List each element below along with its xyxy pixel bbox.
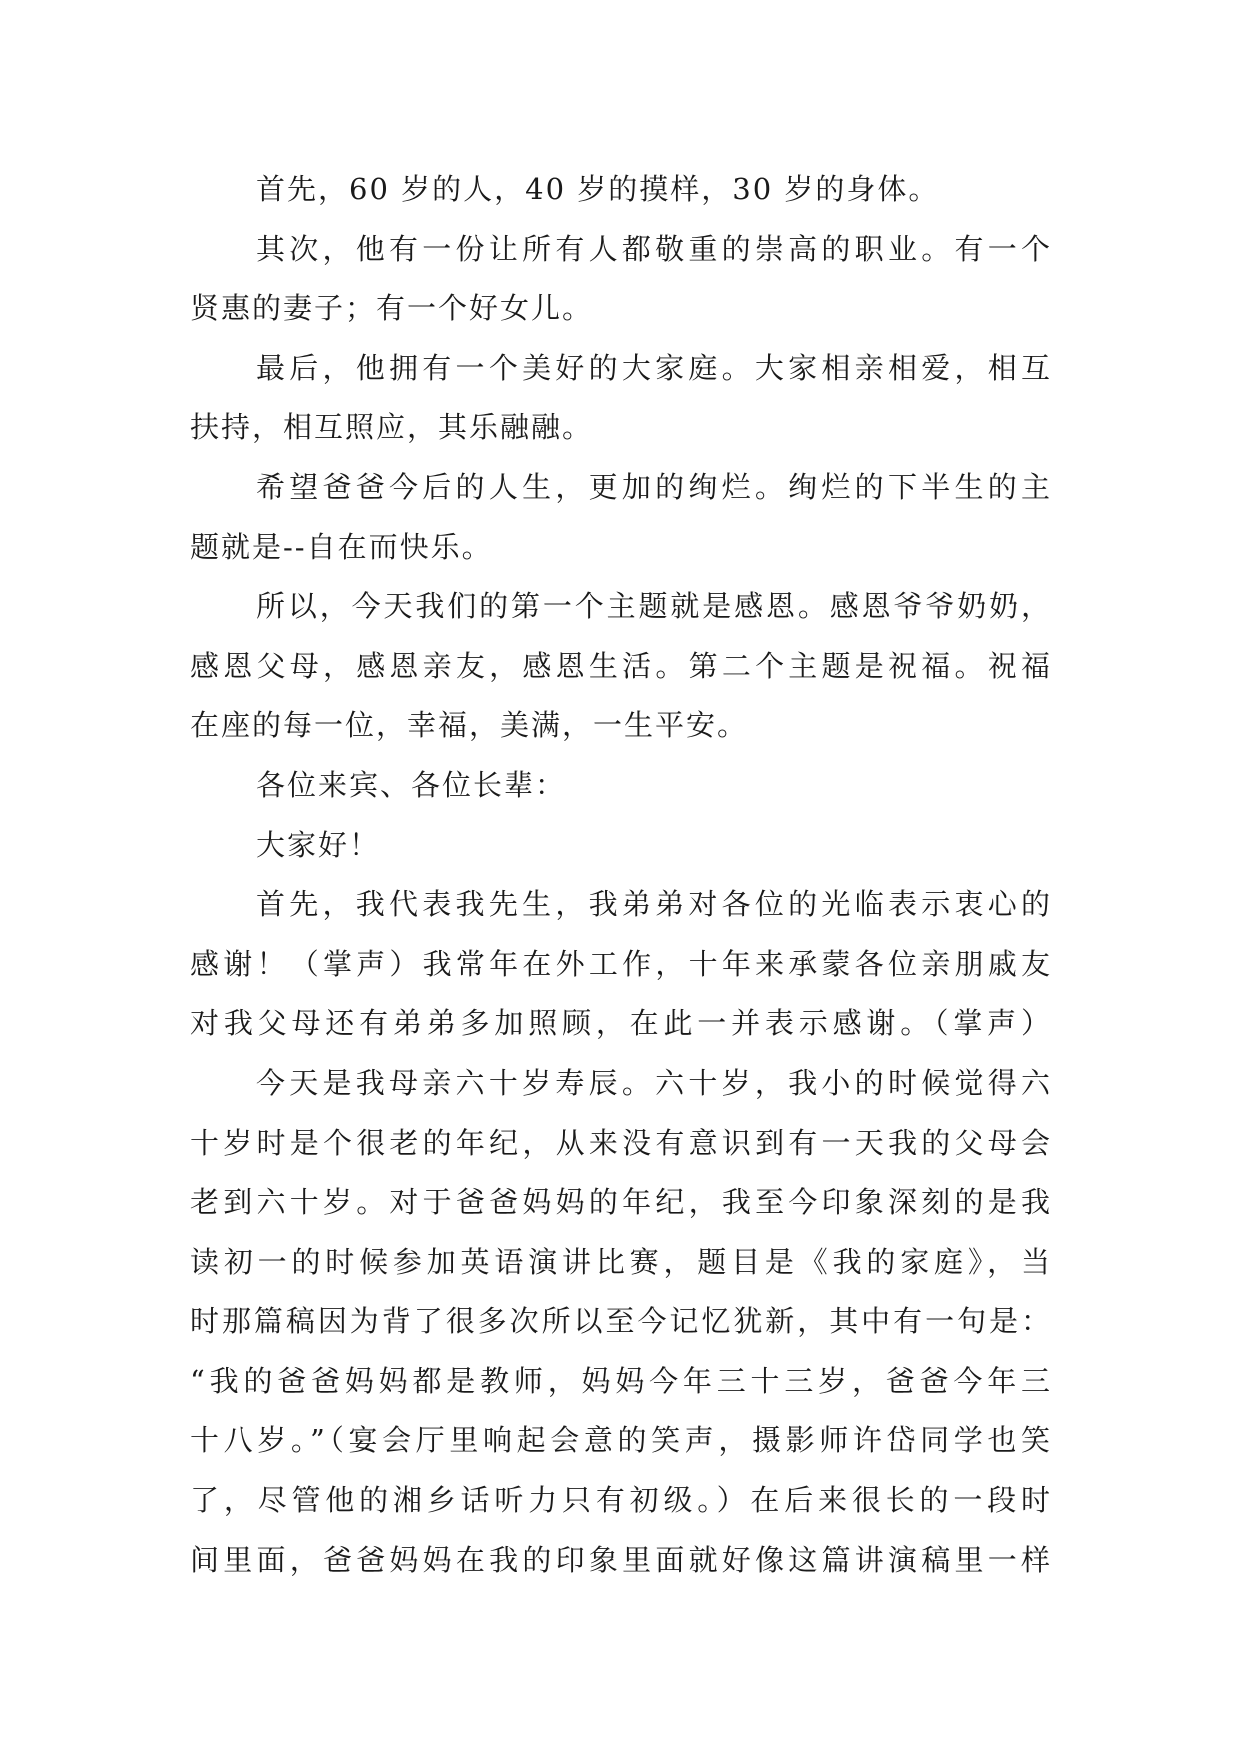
text-line: 今天是我母亲六十岁寿辰。六十岁，我小的时候觉得六 (256, 1065, 1050, 1100)
text-line: 贤惠的妻子；有一个好女儿。 (190, 291, 594, 326)
text-line: 首先，我代表我先生，我弟弟对各位的光临表示衷心的 (256, 887, 1050, 922)
text-line: 扶持，相互照应，其乐融融。 (190, 410, 594, 445)
text-line: 题就是--自在而快乐。 (190, 529, 493, 564)
text-line: 其次，他有一份让所有人都敬重的崇高的职业。有一个 (256, 231, 1050, 266)
text-line: 十八岁。”（宴会厅里响起会意的笑声，摄影师许岱同学也笑 (190, 1423, 1050, 1458)
text-line: 最后，他拥有一个美好的大家庭。大家相亲相爱，相互 (256, 350, 1050, 385)
text-line: 间里面，爸爸妈妈在我的印象里面就好像这篇讲演稿里一样 (190, 1542, 1050, 1577)
text-line: “我的爸爸妈妈都是教师，妈妈今年三十三岁，爸爸今年三 (190, 1363, 1050, 1398)
text-line: 在座的每一位，幸福，美满，一生平安。 (190, 708, 749, 743)
text-line: 所以，今天我们的第一个主题就是感恩。感恩爷爷奶奶， (256, 589, 1050, 624)
text-line: 大家好！ (256, 827, 381, 862)
text-line: 读初一的时候参加英语演讲比赛，题目是《我的家庭》，当 (190, 1244, 1050, 1279)
text-line: 感恩父母，感恩亲友，感恩生活。第二个主题是祝福。祝福 (190, 648, 1050, 683)
text-line: 对我父母还有弟弟多加照顾，在此一并表示感谢。（掌声） (190, 1006, 1050, 1041)
text-line: 十岁时是个很老的年纪，从来没有意识到有一天我的父母会 (190, 1125, 1050, 1160)
text-line: 各位来宾、各位长辈： (256, 767, 567, 802)
text-line: 了，尽管他的湘乡话听力只有初级。）在后来很长的一段时 (190, 1483, 1050, 1518)
text-line: 时那篇稿因为背了很多次所以至今记忆犹新，其中有一句是： (190, 1304, 1050, 1339)
text-line: 老到六十岁。对于爸爸妈妈的年纪，我至今印象深刻的是我 (190, 1185, 1050, 1220)
text-line: 首先，60 岁的人，40 岁的摸样，30 岁的身体。 (256, 172, 940, 206)
text-line: 感谢！（掌声）我常年在外工作，十年来承蒙各位亲朋戚友 (190, 946, 1050, 981)
body-text (190, 160, 1050, 1590)
text-line: 希望爸爸今后的人生，更加的绚烂。绚烂的下半生的主 (256, 469, 1050, 504)
